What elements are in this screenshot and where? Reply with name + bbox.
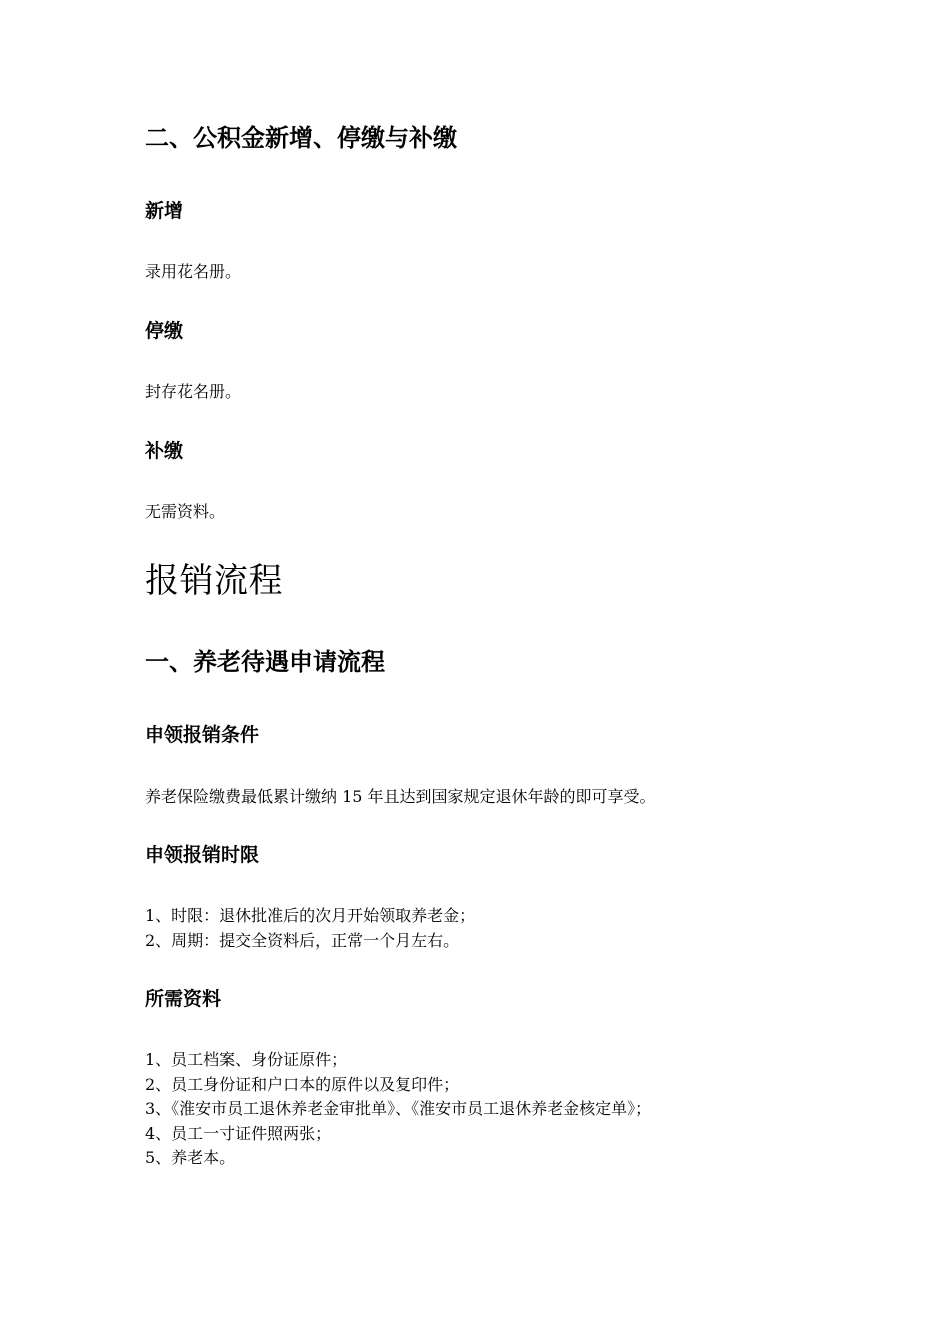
list-item: 3、《淮安市员工退休养老金审批单》、《淮安市员工退休养老金核定单》； xyxy=(145,1099,652,1118)
list-item: 5、养老本。 xyxy=(145,1148,236,1167)
subheading-conditions: 申领报销条件 xyxy=(145,724,260,746)
section-title-pension: 一、养老待遇申请流程 xyxy=(145,648,385,676)
paragraph-stop: 封存花名册。 xyxy=(145,382,242,401)
list-item: 2、员工身份证和户口本的原件以及复印件； xyxy=(145,1074,460,1094)
list-item: 1、时限：退休批准后的次月开始领取养老金； xyxy=(145,906,476,925)
subheading-time-limit: 申领报销时限 xyxy=(145,844,260,866)
list-item: 2、周期：提交全资料后，正常一个月左右。 xyxy=(145,930,460,950)
subheading-backpay: 补缴 xyxy=(145,440,184,462)
list-item: 4、员工一寸证件照两张； xyxy=(145,1123,332,1143)
materials-list xyxy=(145,1048,651,1171)
paragraph-add: 录用花名册。 xyxy=(145,262,242,281)
chapter-title: 报销流程 xyxy=(145,561,283,601)
subheading-materials: 所需资料 xyxy=(145,988,222,1010)
section-title-housing-fund: 二、公积金新增、停缴与补缴 xyxy=(145,124,457,152)
subheading-stop: 停缴 xyxy=(145,320,184,342)
subheading-add: 新增 xyxy=(145,200,184,222)
time-limit-list xyxy=(145,904,475,953)
paragraph-conditions: 养老保险缴费最低累计缴纳 15 年且达到国家规定退休年龄的即可享受。 xyxy=(145,787,656,806)
list-item: 1、员工档案、身份证原件； xyxy=(145,1050,348,1069)
paragraph-backpay: 无需资料。 xyxy=(145,502,226,521)
